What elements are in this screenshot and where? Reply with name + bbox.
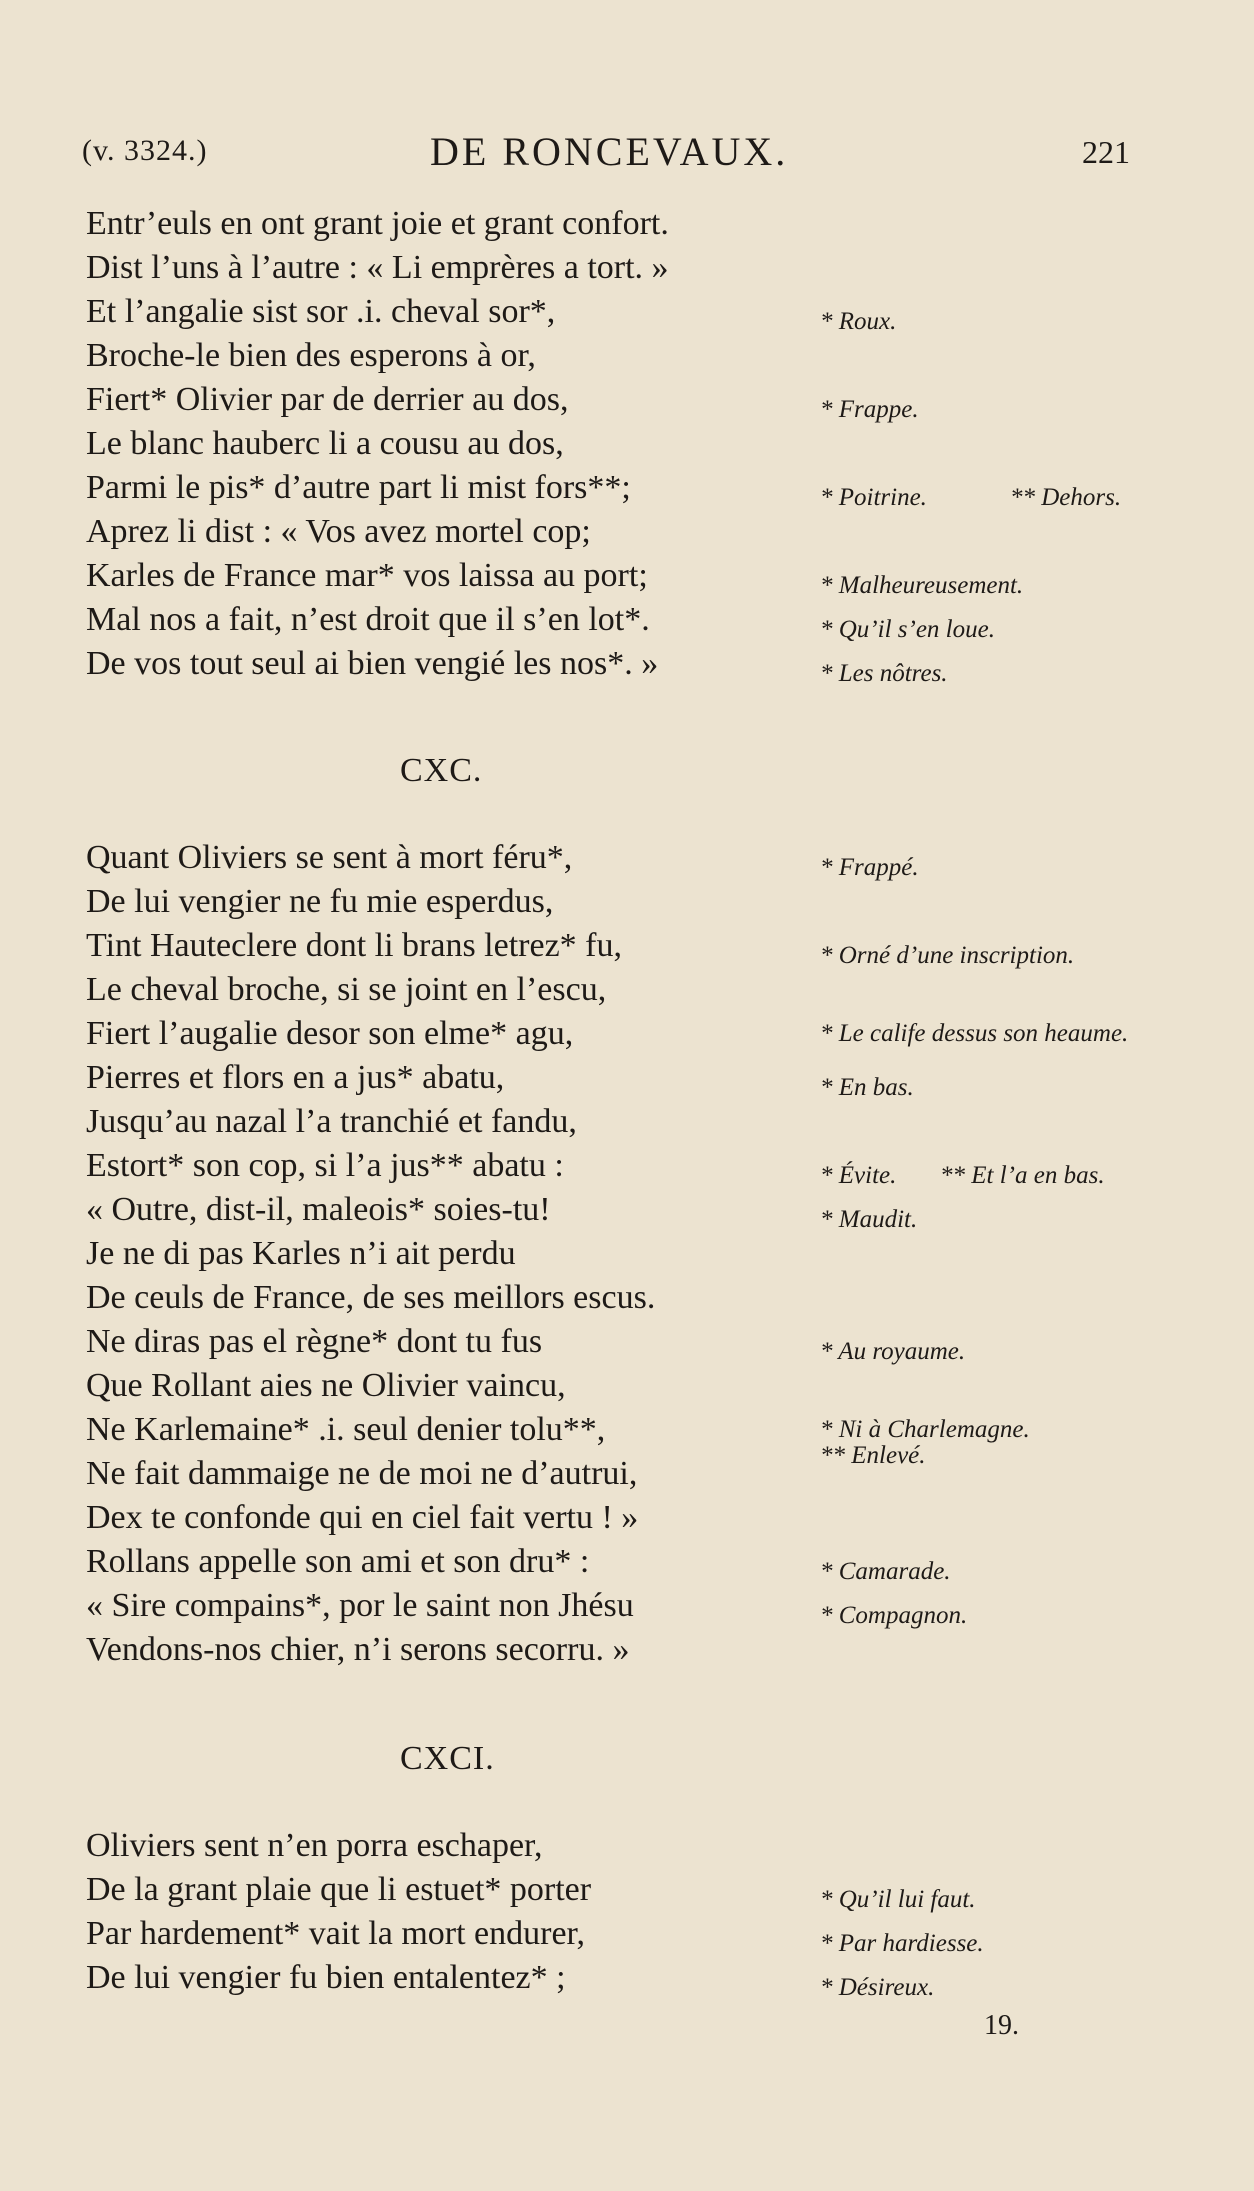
margin-note: * Frappe. [820,396,919,423]
verse-line: Le cheval broche, si se joint en l’escu, [86,971,607,1008]
verse-line: Rollans appelle son ami et son dru* : [86,1543,590,1580]
margin-note: * Compagnon. [820,1602,968,1629]
running-title: DE RONCEVAUX. [430,129,789,174]
verse-line: De lui vengier fu bien entalentez* ; [86,1959,566,1996]
margin-note: * Maudit. [820,1206,918,1233]
verse-line: Parmi le pis* d’autre part li mist fors**; [86,469,631,506]
verse-line: Entr’euls en ont grant joie et grant confort. [86,205,669,242]
verse-line: Broche-le bien des esperons à or, [86,337,536,374]
verse-line: Quant Oliviers se sent à mort féru*, [86,839,573,876]
verse-line: Vendons-nos chier, n’i serons secorru. » [86,1631,630,1668]
margin-note: * Qu’il s’en loue. [820,616,995,643]
section-heading: CXCI. [400,1740,495,1777]
verse-line: Fiert* Olivier par de derrier au dos, [86,381,569,418]
verse-line: De vos tout seul ai bien vengié les nos*. » [86,645,659,682]
margin-note-part: * Poitrine. [820,484,927,511]
section-heading: CXC. [400,752,483,789]
margin-note: * Ni à Charlemagne. [820,1416,1030,1443]
verse-line: Jusqu’au nazal l’a tranchié et fandu, [86,1103,577,1140]
margin-note: * En bas. [820,1074,914,1101]
margin-note-part: ** Dehors. [1010,484,1122,511]
verse-line: Je ne di pas Karles n’i ait perdu [86,1235,516,1272]
verse-line: Karles de France mar* vos laissa au port; [86,557,648,594]
verse-line: Dex te confonde qui en ciel fait vertu ! » [86,1499,639,1536]
verse-line: Fiert l’augalie desor son elme* agu, [86,1015,574,1052]
margin-note: * Les nôtres. [820,660,948,687]
margin-note-part: * Évite. [820,1162,897,1189]
verse-line: Pierres et flors en a jus* abatu, [86,1059,505,1096]
margin-note: * Orné d’une inscription. [820,942,1075,969]
verse-line: Tint Hauteclere dont li brans letrez* fu, [86,927,622,964]
margin-note: * Le calife dessus son heaume. [820,1020,1129,1047]
margin-note: * Par hardiesse. [820,1930,984,1957]
running-header [0,128,1254,178]
verse-line: Que Rollant aies ne Olivier vaincu, [86,1367,566,1404]
verse-line: Par hardement* vait la mort endurer, [86,1915,586,1952]
verse-line: Ne fait dammaige ne de moi ne d’autrui, [86,1455,638,1492]
verse-line: De lui vengier ne fu mie esperdus, [86,883,554,920]
margin-note-part: ** Et l’a en bas. [940,1162,1105,1189]
verse-reference: (v. 3324.) [82,134,208,167]
margin-note: * Frappé. [820,854,919,881]
verse-line: Mal nos a fait, n’est droit que il s’en lot*. [86,601,650,638]
margin-note: * Malheureusement. [820,572,1024,599]
verse-line: Aprez li dist : « Vos avez mortel cop; [86,513,591,550]
margin-note [820,484,1122,512]
verse-line: « Sire compains*, por le saint non Jhésu [86,1587,634,1624]
margin-note [820,1162,1105,1190]
margin-note: * Qu’il lui faut. [820,1886,976,1913]
margin-note: * Au royaume. [820,1338,966,1365]
verse-line: De la grant plaie que li estuet* porter [86,1871,592,1908]
signature-mark: 19. [984,2010,1019,2041]
margin-note: ** Enlevé. [820,1442,926,1469]
verse-line: « Outre, dist-il, maleois* soies-tu! [86,1191,551,1228]
margin-note: * Désireux. [820,1974,935,2001]
verse-line: De ceuls de France, de ses meillors escus. [86,1279,656,1316]
margin-note: * Camarade. [820,1558,951,1585]
margin-note: * Roux. [820,308,897,335]
verse-line: Oliviers sent n’en porra eschaper, [86,1827,543,1864]
verse-line: Dist l’uns à l’autre : « Li emprères a tort. » [86,249,669,286]
verse-line: Ne diras pas el règne* dont tu fus [86,1323,543,1360]
verse-line: Ne Karlemaine* .i. seul denier tolu**, [86,1411,606,1448]
verse-line: Estort* son cop, si l’a jus** abatu : [86,1147,564,1184]
verse-line: Le blanc hauberc li a cousu au dos, [86,425,564,462]
page-number: 221 [1082,134,1130,170]
verse-line: Et l’angalie sist sor .i. cheval sor*, [86,293,556,330]
